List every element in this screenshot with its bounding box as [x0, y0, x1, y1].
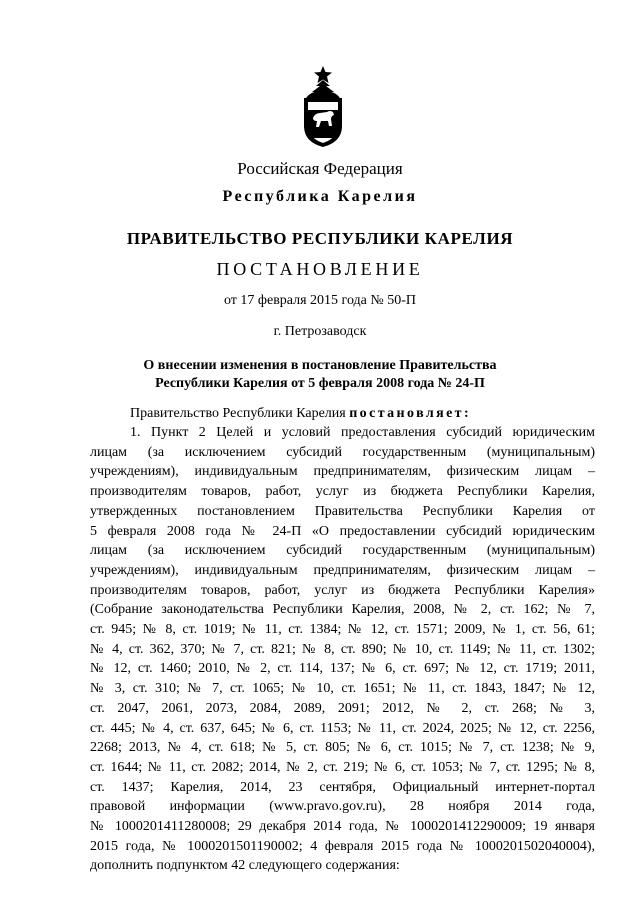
- paragraph-line: № 3, ст. 310; № 7, ст. 1065; № 10, ст. 1651; № 11, ст. 1843, 1847; № 12,: [90, 681, 595, 697]
- intro-line: [130, 405, 471, 423]
- paragraph-line: правовой информации (www.pravo.gov.ru), 28 ноября 2014 года,: [90, 799, 595, 815]
- paragraph-line: 5 февраля 2008 года № 24-П «О предоставлении субсидий юридическим: [90, 523, 595, 539]
- republic-name: Республика Карелия: [222, 188, 418, 205]
- subject-line-2: Республики Карелия от 5 февраля 2008 года № 24-П: [155, 376, 485, 391]
- date-number: от 17 февраля 2015 года № 50-П: [223, 293, 417, 308]
- paragraph-line: ст. 1644; № 11, ст. 2082; 2014, № 2, ст. 219; № 6, ст. 1053; № 7, ст. 1295; № 8,: [90, 759, 595, 775]
- city: г. Петрозаводск: [273, 324, 367, 339]
- paragraph-line: № 1000201411280008; 29 декабря 2014 года, № 1000201412290009; 19 января: [90, 819, 595, 835]
- paragraph-line: утвержденных постановлением Правительства Республики Карелия от: [90, 503, 595, 519]
- intro-verb: постановляет:: [349, 406, 472, 421]
- subject-line-1: О внесении изменения в постановление Правительства: [143, 358, 497, 373]
- government-name: ПРАВИТЕЛЬСТВО РЕСПУБЛИКИ КАРЕЛИЯ: [126, 229, 514, 248]
- document-subject: [0, 357, 640, 393]
- paragraph-line: 2015 года, № 1000201501190002; 4 февраля 2015 года № 1000201502040004),: [90, 838, 595, 854]
- paragraph-line: № 4, ст. 362, 370; № 7, ст. 821; № 8, ст. 890; № 10, ст. 1149; № 11, ст. 1302;: [90, 641, 595, 657]
- karelia-coat-of-arms-icon: [300, 66, 346, 148]
- country-name: Российская Федерация: [237, 159, 403, 178]
- paragraph-1: [90, 423, 595, 876]
- paragraph-line: 1. Пункт 2 Целей и условий предоставления субсидий юридическим: [130, 425, 595, 440]
- paragraph-line: (Собрание законодательства Республики Карелия, 2008, № 2, ст. 162; № 7,: [90, 602, 595, 618]
- document-type: ПОСТАНОВЛЕНИЕ: [216, 259, 424, 279]
- intro-text: Правительство Республики Карелия: [130, 406, 350, 421]
- paragraph-line: ст. 2047, 2061, 2073, 2084, 2089, 2091; 2012, № 2, ст. 268; № 3,: [90, 700, 595, 716]
- paragraph-line: учреждениям), индивидуальным предпринимателям, физическим лицам –: [90, 464, 595, 480]
- paragraph-line: ст. 945; № 8, ст. 1019; № 11, ст. 1384; № 12, ст. 1571; 2009, № 1, ст. 56, 61;: [90, 622, 595, 638]
- paragraph-line: производителям товаров, работ, услуг из бюджета Республики Карелия»: [90, 582, 595, 598]
- paragraph-line: ст. 445; № 4, ст. 637, 645; № 6, ст. 1153; № 11, ст. 2024, 2025; № 12, ст. 2256,: [90, 720, 595, 736]
- paragraph-line: 2268; 2013, № 4, ст. 618; № 5, ст. 805; № 6, ст. 1015; № 7, ст. 1238; № 9,: [90, 740, 595, 756]
- paragraph-line: лицам (за исключением субсидий государственным (муниципальным): [90, 543, 595, 559]
- paragraph-line: ст. 1437; Карелия, 2014, 23 сентября, Официальный интернет-портал: [90, 779, 595, 795]
- paragraph-line: дополнить подпунктом 42 следующего содержания:: [90, 858, 400, 874]
- paragraph-line: № 12, ст. 1460; 2010, № 2, ст. 114, 137; № 6, ст. 697; № 12, ст. 1719; 2011,: [90, 661, 595, 677]
- paragraph-line: лицам (за исключением субсидий государственным (муниципальным): [90, 444, 595, 460]
- paragraph-line: учреждениям), индивидуальным предпринимателям, физическим лицам –: [90, 562, 595, 578]
- paragraph-line: производителям товаров, работ, услуг из бюджета Республики Карелия,: [90, 484, 595, 500]
